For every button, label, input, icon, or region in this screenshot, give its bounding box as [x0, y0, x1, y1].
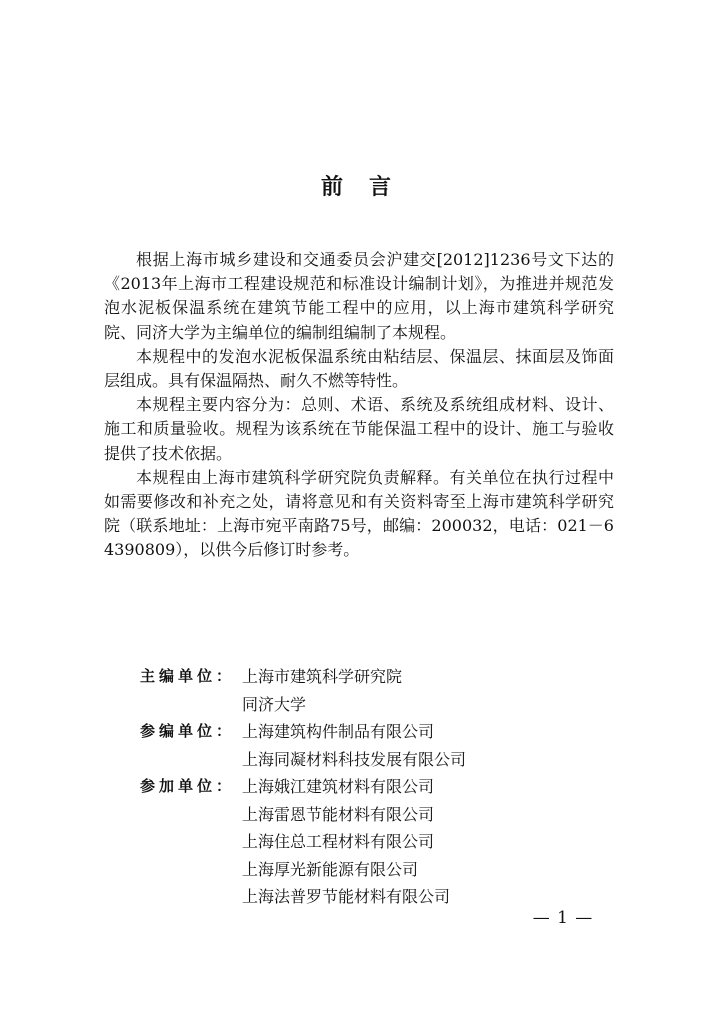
unit-label: 参编单位： — [140, 722, 236, 740]
unit-names — [242, 718, 466, 773]
preface-body — [104, 248, 614, 563]
co-editor-units — [140, 718, 466, 773]
unit-name: 上海厚光新能源有限公司 — [242, 859, 419, 879]
unit-name: 同济大学 — [242, 694, 307, 714]
unit-names — [242, 773, 450, 911]
paragraph-4: 本规程由上海市建筑科学研究院负责解释。有关单位在执行过程中如需要修改和补充之处，请将意见和有关资料寄至上海市建筑科学研究院（联系地址：上海市宛平南路75号，邮编：200032，电话：021－64390809），以供今后修订时参考。 — [104, 467, 614, 560]
unit-name: 上海同凝材料科技发展有限公司 — [242, 749, 467, 769]
paragraph-2: 本规程中的发泡水泥板保温系统由粘结层、保温层、抹面层及饰面层组成。具有保温隔热、耐久不燃等特性。 — [104, 346, 614, 391]
unit-label: 主编单位： — [140, 667, 236, 685]
paragraph-3: 本规程主要内容分为：总则、术语、系统及系统组成材料、设计、施工和质量验收。规程为该系统在节能保温工程中的设计、施工与验收提供了技术依据。 — [104, 395, 614, 463]
page-title — [0, 170, 714, 201]
participating-units — [140, 773, 466, 911]
unit-name: 上海雷恩节能材料有限公司 — [242, 804, 435, 824]
unit-label: 参加单位： — [140, 777, 236, 795]
unit-name: 上海娥江建筑材料有限公司 — [242, 777, 435, 796]
unit-names — [242, 663, 402, 718]
page-number: — 1 — — [532, 908, 594, 928]
title-char-1: 前 — [320, 175, 345, 200]
unit-name: 上海市建筑科学研究院 — [242, 667, 403, 686]
title-char-2: 言 — [369, 175, 394, 200]
unit-name: 上海法普罗节能材料有限公司 — [242, 887, 451, 906]
unit-name: 上海住总工程材料有限公司 — [242, 832, 435, 851]
paragraph-1: 根据上海市城乡建设和交通委员会沪建交[2012]1236号文下达的《2013年上海市工程建设规范和标准设计编制计划》，为推进并规范发泡水泥板保温系统在建筑节能工程中的应用，以上海市建筑科学研究院、同济大学为主编单位的编制组编制了本规程。 — [104, 250, 614, 342]
organization-list — [140, 663, 466, 911]
chief-editor-units — [140, 663, 466, 718]
unit-name: 上海建筑构件制品有限公司 — [242, 722, 435, 741]
